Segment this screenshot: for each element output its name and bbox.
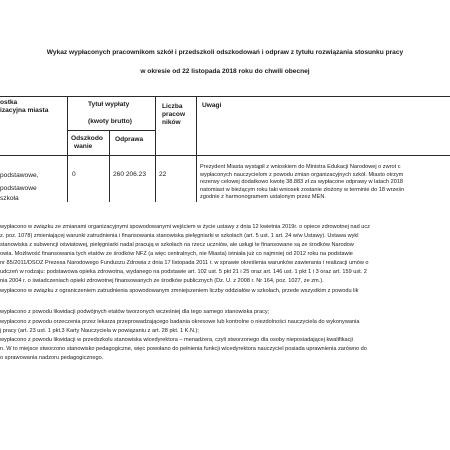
header-unit: [0, 99, 48, 115]
header-payout-sub: (kwoty brutto): [88, 118, 132, 125]
row-unit: [0, 171, 39, 204]
table-col-rule-4: [196, 96, 197, 202]
note-line: wypłacono w związku z ograniczeniem zatrudnienia spowodowanym zmniejszeniem liczby oddziałów w szkołach, przede wszystkim z powodu lik: [0, 288, 359, 294]
table-col-rule-2: [109, 130, 110, 202]
note-line: wypłacono z powodu orzeczenia przez lekarza przeprowadzającego badania okresowe lub kontrolne o niezdolności nauczyciela do wykonywania: [0, 319, 360, 325]
header-compensation-line1: Odszkodo: [71, 135, 103, 142]
note-line: owia. Możliwość finansowania tych etatów ze środków NFZ (a więc centralnych, nie Miasta) istniała już co najmniej od 2012 roku na podstawie: [0, 251, 353, 257]
header-unit-line1: ostka: [0, 99, 18, 106]
note-line: o sprawowania nadzoru pedagogicznego.: [0, 355, 104, 361]
row-remarks: [200, 164, 450, 202]
header-compensation-line2: wanie: [74, 143, 93, 150]
header-workers-line2: pracow: [162, 111, 186, 118]
header-compensation: [71, 135, 103, 151]
remarks-line: wypłaconych nauczycielom z powodu zmian organizacyjnych szkół. Miasto otrzym: [200, 171, 404, 178]
note-line: n. W to miejsce stworzono stanowisko pedagogiczne, więc powołano do pełnienia funkcji wicedyrektora nauczyciel posiada uprawnienia zarówno do: [0, 346, 367, 352]
note-line: stanowiska z subwencji oświatowej, pielęgniarki nadal pracują w szkołach na rzecz uczniów, ale usługi te finansowane są ze środków Narodow: [0, 242, 354, 248]
remarks-line: Prezydent Miasta wystąpił z wnioskiem do Ministra Edukacji Narodowej o zwrot c: [200, 164, 401, 170]
remarks-line: zgodnie z harmonogramem ustalonym przez MEN.: [200, 194, 326, 201]
payout-table: [0, 96, 450, 202]
row-workers: 22: [159, 171, 167, 178]
document-subtitle: w okresie od 22 listopada 2018 roku do chwili obecnej: [140, 68, 310, 75]
header-severance: Odprawa: [115, 136, 144, 143]
table-subheader-rule: [67, 130, 155, 131]
row-unit-line1: podstawowe,: [0, 172, 39, 179]
header-workers-line1: Liczba: [162, 103, 183, 110]
row-unit-line2: podstawowe: [0, 185, 37, 192]
note-line: nr 85/2011/DSOZ Prezesa Narodowego Funduszu Zdrowia z dnia 17 listopada 2011 r. w sprawie określenia warunków zawierania i realizacji umów o: [0, 260, 369, 266]
note-line: wypłacono z powodu likwidacji podwójnych etatów tworzonych wcześniej dla tego samego stanowiska pracy;: [0, 309, 270, 315]
header-payout-title: Tytuł wypłaty: [88, 101, 130, 108]
row-compensation: 0: [72, 171, 76, 178]
header-unit-line2: izacyjna miasta: [0, 107, 49, 114]
row-severance: 260 206.23: [113, 171, 147, 178]
table-col-rule-1: [67, 96, 68, 202]
note-line: j pracy (art. 23 ust. 1 pkt.3 Karty Nauczyciela w powiązaniu z art. 28 pkt. 1 K.N.);: [0, 328, 199, 334]
header-remarks: Uwagi: [202, 102, 222, 109]
note-line: wypłacono w związku ze zmianami organizacyjnymi spowodowanymi wejściem w życie ustawy z dnia 12 kwietnia 2019r. o opiece zdrowotnej nad ucz: [0, 224, 370, 230]
header-workers-line3: ników: [162, 119, 181, 126]
note-line: wypłacono z powodu likwidacji w przedszkolu stanowiska wicedyrektora – menadżera, czyli stworzonego dla osoby nieposiadającej kwalifikacji: [0, 337, 353, 343]
table-col-rule-3: [155, 96, 156, 202]
note-line: udczeń w rodzaju: podstawowa opieka zdrowotna, wydanego na podstawie art. 102 ust. 5 pkt 21 i 25 oraz art. 146 ust. 1 pkt 1 i 3 oraz art. 159 ust. 2: [0, 269, 367, 275]
note-line: z. poz. 1078) zmieniającej warunki zatrudnienia i finansowania stanowiska pielęgniarki w szkołach (art. 5 ust. 1 art. 24 w/w Ustawy). Ustawa wykl: [0, 233, 359, 239]
row-unit-line3: szkoła: [0, 195, 19, 202]
remarks-line: rezerwy celowej dodatkowo kwotę 38.883 zł za wypłacone odprawy w latach 2018: [200, 179, 404, 186]
note-line: nia 2004 r. o świadczeniach opieki zdrowotnej finansowanych ze środków publicznych (Dz. U. z 2008 r. Nr 164, poz. 1027, ze zm.).: [0, 278, 324, 284]
header-workers: [162, 103, 185, 127]
remarks-line: natomiast w bieżącym roku taki wniosek zostanie złożony w terminie do 18 wrześn: [200, 186, 405, 193]
document-title: Wykaz wypłaconych pracownikom szkół i przedszkoli odszkodowań i odpraw z tytułu rozwiązania stosunku pracy: [46, 49, 404, 56]
